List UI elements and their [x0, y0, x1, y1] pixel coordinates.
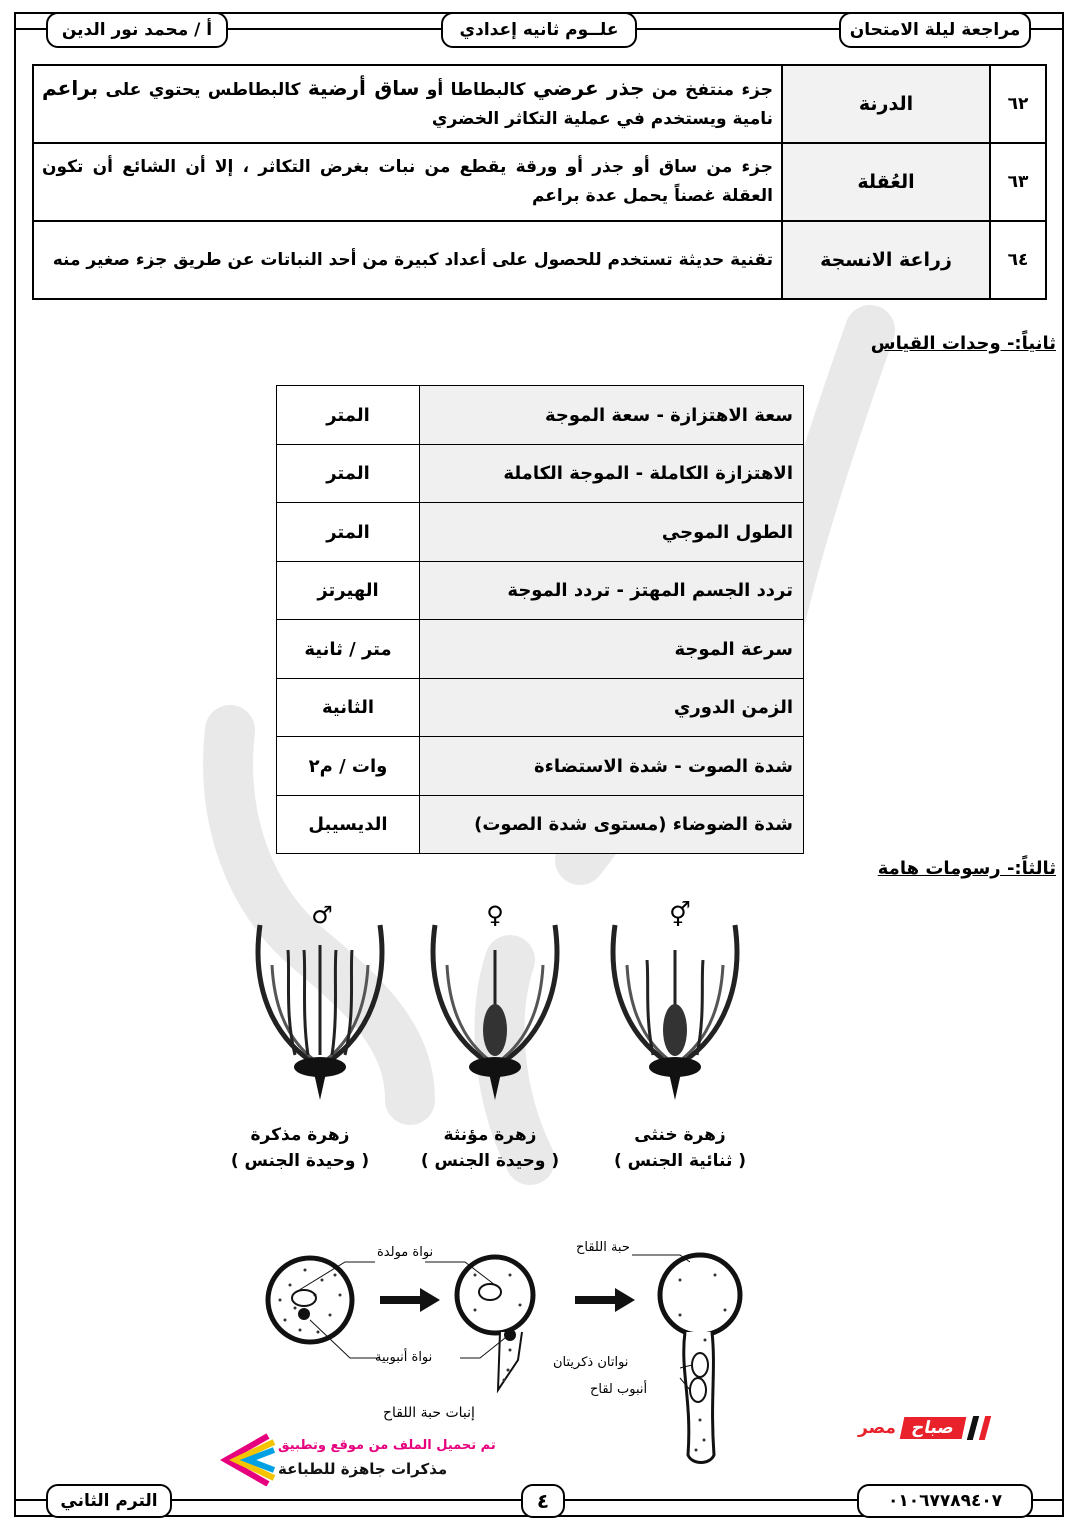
hermaphrodite-flower [613, 925, 737, 1100]
logo-word-misr: مصر [858, 1418, 896, 1438]
male-flower-label [225, 1122, 375, 1174]
quantity-cell: الطول الموجي [420, 503, 804, 562]
table-row [277, 386, 804, 445]
unit-cell: المتر [277, 445, 420, 503]
table-row [33, 221, 1046, 299]
def-description: تقنية حديثة تستخدم للحصول على أعداد كبيرة من أحد النباتات عن طريق جزء صغير منه [33, 221, 782, 299]
footer-phone: ٠١٠٦٧٧٨٩٤٠٧ [857, 1484, 1033, 1518]
table-row [33, 65, 1046, 143]
generative-nucleus-label: نواة مولدة [377, 1245, 434, 1260]
female-flower [433, 925, 557, 1100]
table-row [277, 737, 804, 796]
table-row [277, 445, 804, 503]
table-row [277, 562, 804, 620]
logo-bar-icon [967, 1416, 979, 1440]
unit-cell: الديسيبل [277, 796, 420, 854]
logo-word-sabah: صباح [900, 1417, 967, 1439]
quantity-cell: سعة الاهتزازة - سعة الموجة [420, 386, 804, 445]
male-symbol: ♂ [311, 901, 333, 929]
section-units-title: ثانياً:- وحدات القياس [870, 333, 1056, 354]
quantity-cell: سرعة الموجة [420, 620, 804, 679]
female-flower-label [410, 1122, 570, 1174]
def-number: ٦٣ [990, 143, 1046, 221]
herm-label-line1: زهرة خنثى [634, 1125, 726, 1145]
pollen-caption: إنبات حبة اللقاح [383, 1405, 475, 1421]
female-symbol: ♀ [486, 901, 504, 929]
table-row [277, 796, 804, 854]
pollen-tube-label: أنبوب لقاح [590, 1382, 648, 1397]
table-row [277, 503, 804, 562]
quantity-cell: الزمن الدوري [420, 679, 804, 737]
def-term: الدرنة [782, 65, 990, 143]
units-table [276, 385, 804, 854]
hermaphrodite-flower-label [600, 1122, 760, 1174]
quantity-cell: شدة الصوت - شدة الاستضاءة [420, 737, 804, 796]
pollen-grain-label: حبة اللقاح [576, 1240, 630, 1255]
promo-line2: مذكرات جاهزة للطباعة [278, 1460, 448, 1478]
promo-logo-icon [218, 1432, 278, 1486]
unit-cell: متر / ثانية [277, 620, 420, 679]
header-title: مراجعة ليلة الامتحان [839, 12, 1031, 48]
male-nuclei-label: نواتان ذكريتان [553, 1355, 629, 1370]
unit-cell: الثانية [277, 679, 420, 737]
quantity-cell: شدة الضوضاء (مستوى شدة الصوت) [420, 796, 804, 854]
unit-cell: الهيرتز [277, 562, 420, 620]
table-row [277, 679, 804, 737]
def-description: جزء من ساق أو جذر أو ورقة يقطع من نبات بغرض التكاثر ، إلا أن الشائع أن تكون العقلة غصناً يحمل عدة براعم [33, 143, 782, 221]
header-subject: علــوم ثانيه إعدادي [441, 12, 637, 48]
def-number: ٦٤ [990, 221, 1046, 299]
male-flower [258, 925, 382, 1100]
quantity-cell: تردد الجسم المهتز - تردد الموجة [420, 562, 804, 620]
def-term: زراعة الانسجة [782, 221, 990, 299]
quantity-cell: الاهتزازة الكاملة - الموجة الكاملة [420, 445, 804, 503]
female-label-line1: زهرة مؤنثة [443, 1125, 537, 1145]
footer-page-number: ٤ [521, 1484, 565, 1518]
tube-nucleus-label: نواة أنبوبية [375, 1350, 433, 1365]
brand-logo [858, 1416, 988, 1440]
promo-line1: تم تحميل الملف من موقع وتطبيق [278, 1438, 496, 1453]
unit-cell: وات / م٢ [277, 737, 420, 796]
footer-term: الترم الثاني [46, 1484, 172, 1518]
flowers-diagram [240, 895, 760, 1115]
def-term: العُقلة [782, 143, 990, 221]
female-label-line2: ( وحيدة الجنس ) [420, 1151, 560, 1171]
hermaphrodite-symbol: ⚥ [669, 901, 691, 929]
table-row [277, 620, 804, 679]
definitions-table [32, 64, 1047, 300]
unit-cell: المتر [277, 386, 420, 445]
herm-label-line2: ( ثنائية الجنس ) [613, 1151, 747, 1171]
male-label-line1: زهرة مذكرة [250, 1125, 350, 1145]
def-number: ٦٢ [990, 65, 1046, 143]
unit-cell: المتر [277, 503, 420, 562]
section-drawings-title: ثالثاً:- رسومات هامة [877, 858, 1056, 879]
table-row [33, 143, 1046, 221]
def-description: جزء منتفخ من جذر عرضي كالبطاطا أو ساق أرضية كالبطاطس يحتوي على براعم نامية ويستخدم في عملية التكاثر الخضري [33, 65, 782, 143]
male-label-line2: ( وحيدة الجنس ) [230, 1151, 370, 1171]
header-teacher: أ / محمد نور الدين [46, 12, 228, 48]
